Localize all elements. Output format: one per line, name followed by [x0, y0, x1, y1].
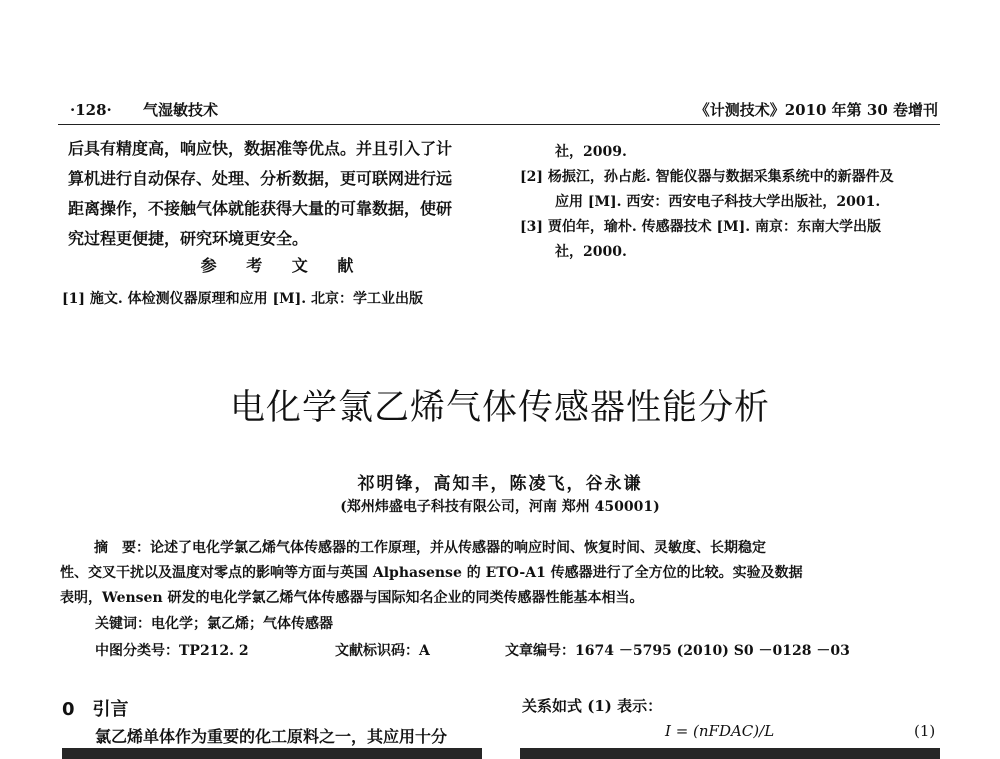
journal-header: 《计测技术》2010 年第 30 卷增刊	[694, 101, 938, 119]
section-heading: 0 引言	[62, 699, 129, 720]
section-name: 气湿敏技术	[143, 101, 219, 119]
classification-number: 中图分类号：TP212. 2	[95, 643, 249, 659]
body-line: 算机进行自动保存、处理、分析数据，更可联网进行远	[68, 169, 453, 188]
reference-1: [1] 施文. 体检测仪器原理和应用 [M]. 北京：学工业出版	[62, 291, 423, 307]
author-affiliation: (郑州炜盛电子科技有限公司，河南 郑州 450001)	[340, 499, 660, 515]
reference-line: 社，2009.	[555, 144, 627, 160]
article-title: 电化学氯乙烯气体传感器性能分析	[229, 388, 770, 428]
intro-first-line: 氯乙烯单体作为重要的化工原料之一，其应用十分	[95, 727, 448, 746]
reference-line: 社，2000.	[555, 244, 627, 260]
page-number: ·128·	[70, 101, 112, 119]
abstract-line: 摘 要：论述了电化学氯乙烯气体传感器的工作原理，并从传感器的响应时间、恢复时间、灵敏度、长期稳定	[94, 540, 766, 556]
body-line: 究过程更便捷，研究环境更安全。	[68, 229, 309, 248]
abstract-line: 性、交叉干扰以及温度对零点的影响等方面与英国 Alphasense 的 ETO-A1 传感器进行了全方位的比较。实验及数据	[60, 565, 803, 581]
cut-off-text-line	[520, 748, 940, 759]
relation-text: 关系如式 (1) 表示：	[522, 697, 663, 715]
reference-line: [3] 贾伯年，瑜朴. 传感器技术 [M]. 南京：东南大学出版	[520, 219, 881, 235]
keywords: 关键词：电化学；氯乙烯；气体传感器	[95, 616, 333, 632]
formula-number: (1)	[914, 722, 936, 740]
header-rule	[58, 124, 940, 125]
article-authors: 祁明锋，高知丰，陈凌飞，谷永谦	[357, 474, 643, 494]
running-header-left	[70, 99, 218, 120]
formula: I = (nFDAC)/L	[665, 722, 775, 740]
body-line: 后具有精度高，响应快，数据准等优点。并且引入了计	[68, 139, 453, 158]
abstract	[60, 536, 945, 611]
previous-article-right-column	[520, 140, 950, 265]
article-number: 文章编号：1674 －5795 (2010) S0 －0128 －03	[505, 643, 850, 659]
reference-line: [2] 杨振江，孙占彪. 智能仪器与数据采集系统中的新器件及	[520, 169, 894, 185]
document-code: 文献标识码：A	[335, 643, 430, 659]
cut-off-text-line	[62, 748, 482, 759]
references-heading: 参 考 文 献	[200, 256, 366, 275]
abstract-line: 表明，Wensen 研发的电化学氯乙烯气体传感器与国际知名企业的同类传感器性能基本相当。	[60, 590, 644, 606]
body-line: 距离操作，不接触气体就能获得大量的可靠数据，使研	[68, 199, 453, 218]
previous-article-left-column	[68, 134, 498, 254]
reference-line: 应用 [M]. 西安：西安电子科技大学出版社，2001.	[555, 194, 881, 210]
